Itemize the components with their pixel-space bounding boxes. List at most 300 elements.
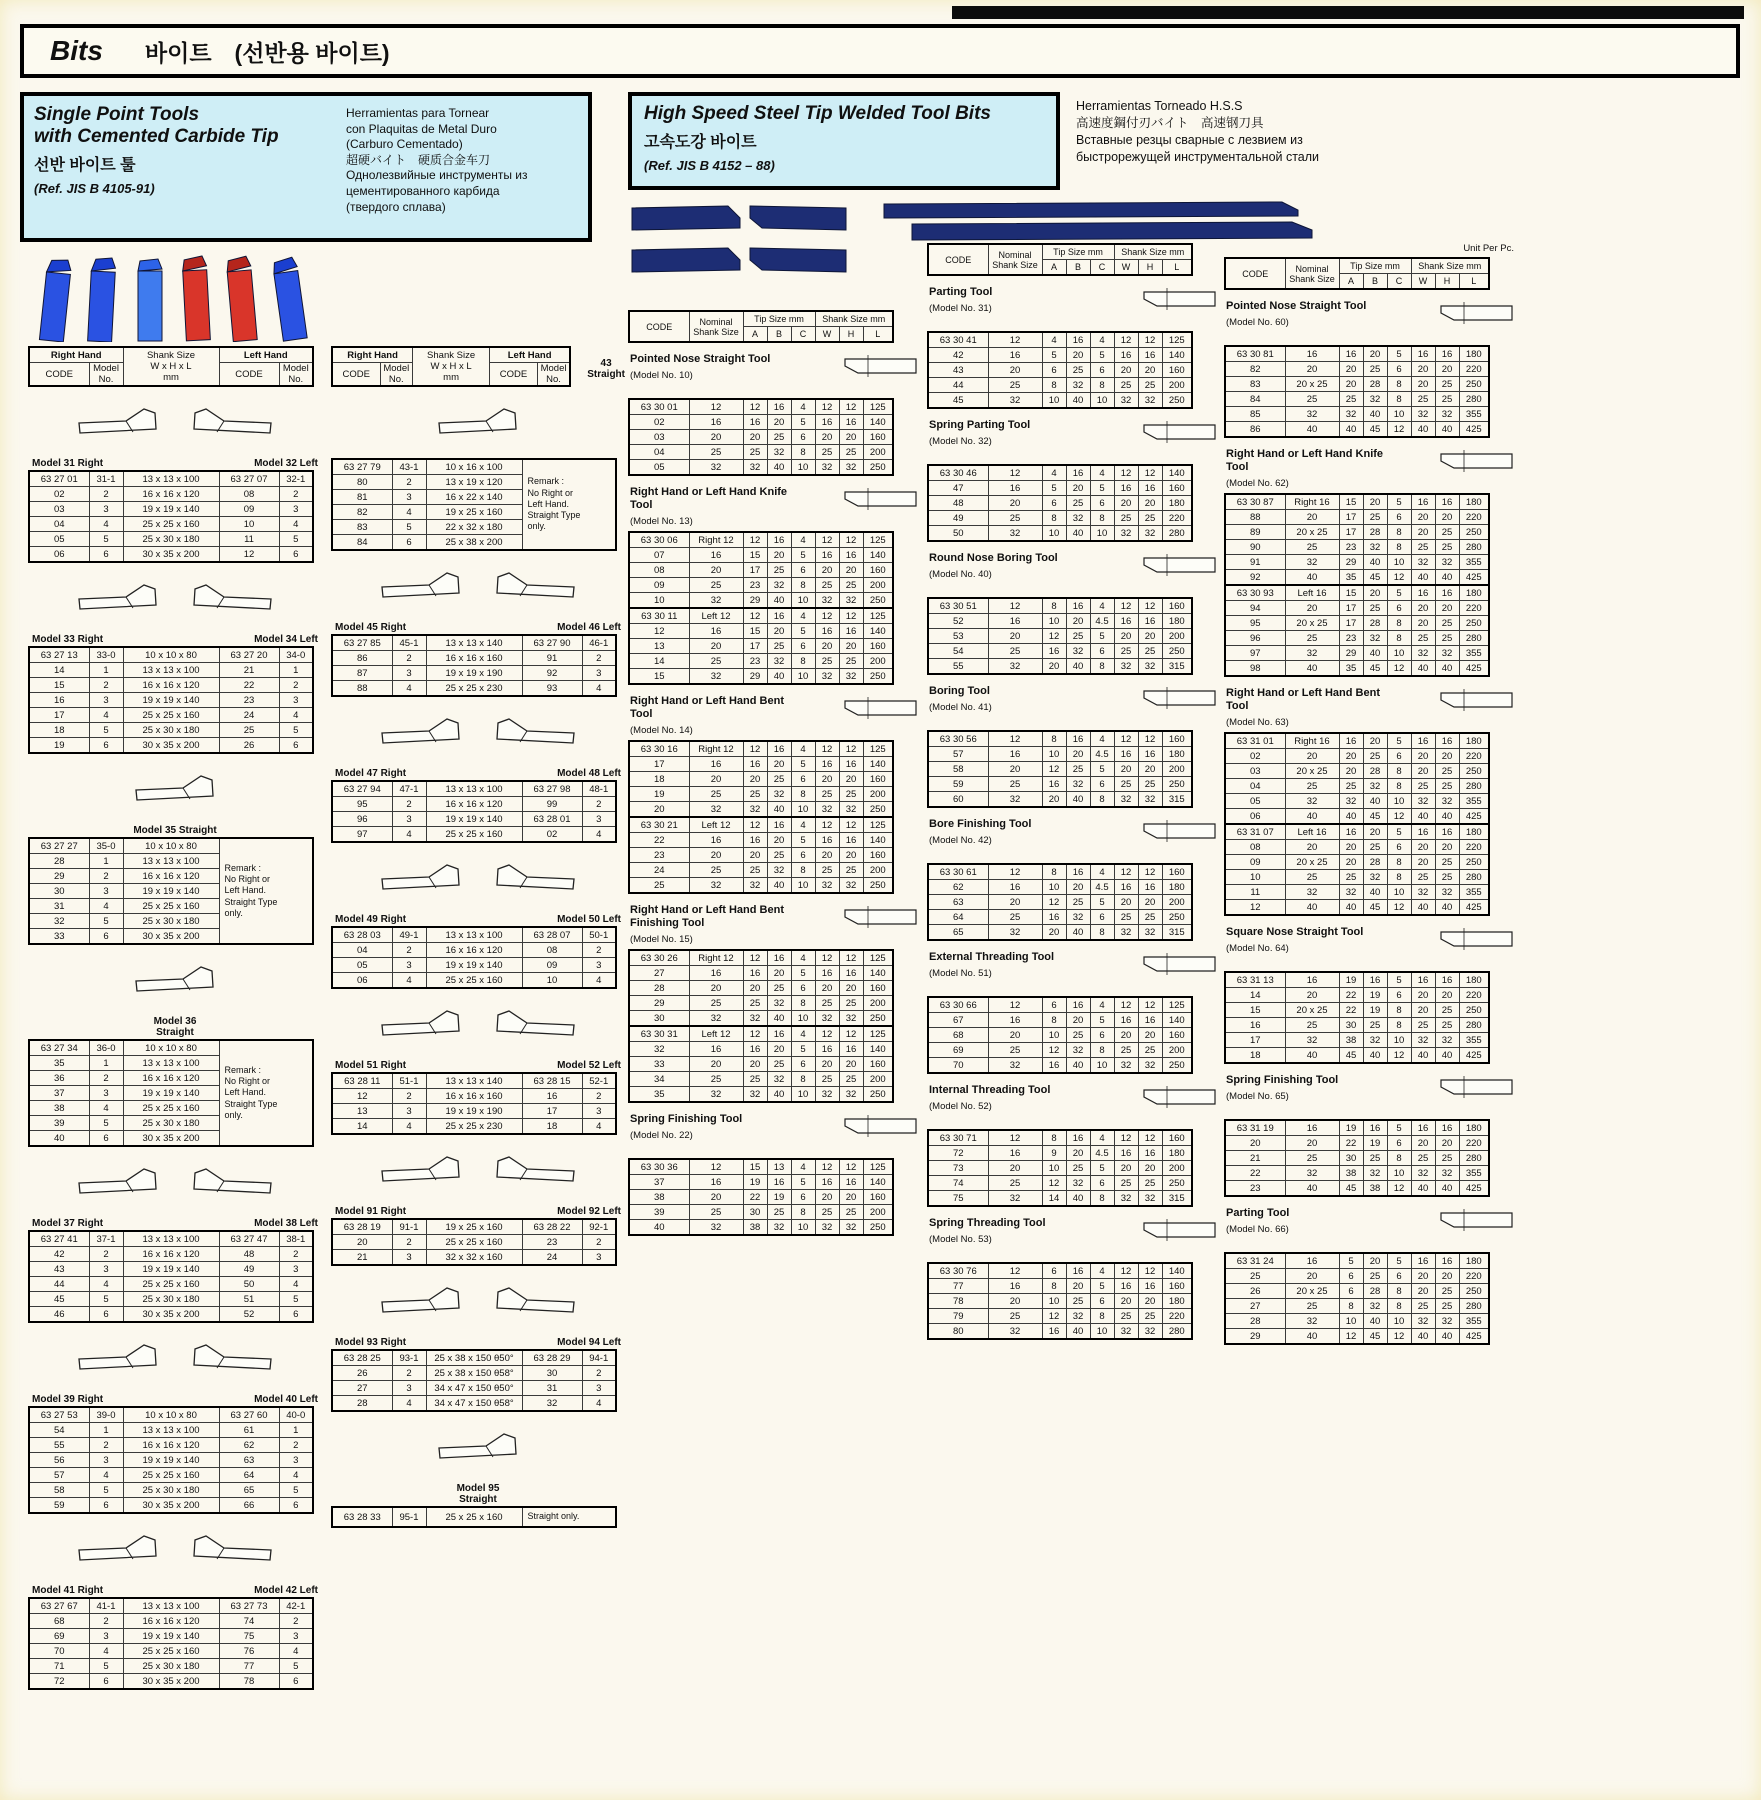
- hss-ref: (Ref. JIS B 4152 – 88): [644, 157, 775, 173]
- page-title: Bits: [50, 35, 103, 66]
- table-cell: 200: [863, 445, 893, 460]
- table-cell: 20: [629, 802, 689, 818]
- table-cell: 25: [689, 578, 743, 593]
- table-cell: 22: [1339, 1136, 1363, 1151]
- table-row: [1225, 1284, 1489, 1299]
- table-cell: 8: [1090, 792, 1114, 808]
- table-cell: 180: [1162, 1294, 1192, 1309]
- table-cell: 63 30 93: [1225, 585, 1285, 601]
- table-cell: 32: [1435, 885, 1459, 900]
- table-cell: 250: [1459, 525, 1489, 540]
- table-title-left: Model 92 Left: [557, 1206, 621, 1217]
- table-row: [928, 526, 1192, 542]
- table-cell: 8: [791, 445, 815, 460]
- hss-data-table: [927, 464, 1193, 542]
- table-cell: 5: [279, 1483, 313, 1498]
- table-cell: 32: [743, 1087, 767, 1103]
- table-cell: 40: [1285, 900, 1339, 916]
- table-cell: 19 x 19 x 140: [123, 1453, 219, 1468]
- table-row: [1225, 1018, 1489, 1033]
- table-cell: 63 27 13: [29, 647, 89, 663]
- table-cell: 6: [791, 981, 815, 996]
- table-cell: 6: [1387, 601, 1411, 616]
- table-cell: 57: [928, 747, 988, 762]
- table-cell: 07: [629, 548, 689, 563]
- table-cell: 20 x 25: [1285, 616, 1339, 631]
- table-cell: 25: [839, 578, 863, 593]
- table-cell: 8: [1387, 1003, 1411, 1018]
- table-cell: 76: [219, 1644, 279, 1659]
- table-cell: 43-1: [392, 459, 426, 475]
- table-cell: 25: [1363, 601, 1387, 616]
- table-cell: 20: [1138, 1028, 1162, 1043]
- table-row: [1225, 540, 1489, 555]
- table-cell: 93: [522, 681, 582, 697]
- table-cell: 425: [1459, 809, 1489, 825]
- table-cell: 6: [791, 1057, 815, 1072]
- table-cell: 2: [279, 1614, 313, 1629]
- table-row: [928, 880, 1192, 895]
- table-cell: 32: [988, 1191, 1042, 1207]
- table-cell: 85: [1225, 407, 1285, 422]
- table-cell: 40: [1285, 809, 1339, 825]
- table-cell: 25: [815, 1072, 839, 1087]
- table-cell: 20: [839, 1190, 863, 1205]
- table-row: [29, 1629, 313, 1644]
- table-cell: 3: [89, 502, 123, 517]
- table-cell: 160: [863, 772, 893, 787]
- table-cell: 6: [1042, 363, 1066, 378]
- table-cell: 57: [29, 1468, 89, 1483]
- table-cell: 25: [629, 878, 689, 894]
- table-cell: 20: [988, 1161, 1042, 1176]
- table-cell: 30 x 35 x 200: [123, 1498, 219, 1514]
- table-cell: 68: [29, 1614, 89, 1629]
- table-cell: 6: [791, 772, 815, 787]
- hss-title-label: Right Hand or Left Hand Knife Tool: [1226, 448, 1384, 474]
- table-cell: 20: [1114, 1294, 1138, 1309]
- table-title-right: Model 45 Right: [335, 622, 407, 633]
- table-cell: 25: [689, 996, 743, 1011]
- tool-drawing: [28, 397, 322, 448]
- table-cell: 63 27 47: [219, 1231, 279, 1247]
- table-cell: 69: [928, 1043, 988, 1058]
- table-cell: 125: [1162, 332, 1192, 348]
- table-title-left: Model 94 Left: [557, 1337, 621, 1348]
- table-cell: 20: [1339, 362, 1363, 377]
- table-cell: 16: [767, 817, 791, 833]
- table-cell: 2: [582, 651, 616, 666]
- hss-data-table: [1224, 345, 1490, 438]
- table-cell: 12: [743, 399, 767, 415]
- tool-drawing-icon: [1436, 448, 1516, 483]
- table-title: [331, 1206, 625, 1217]
- table-row: [332, 666, 616, 681]
- table-cell: 8: [791, 787, 815, 802]
- table-cell: 25: [1066, 1028, 1090, 1043]
- table-cell: 32: [1138, 659, 1162, 675]
- table-cell: 10: [791, 593, 815, 609]
- table-cell: 17: [1339, 601, 1363, 616]
- table-cell: 32: [1435, 555, 1459, 570]
- hss-title-text: [1226, 926, 1363, 954]
- table-cell: 3: [582, 666, 616, 681]
- tool-drawing-icon: [1139, 1084, 1219, 1119]
- table-cell: 32: [767, 863, 791, 878]
- table-cell: 16: [1285, 1120, 1339, 1136]
- table-row: [928, 244, 1192, 260]
- table-cell: 2: [279, 1247, 313, 1262]
- table-cell: 200: [1162, 378, 1192, 393]
- table-cell: 32: [1066, 1043, 1090, 1058]
- table-cell: 52: [928, 614, 988, 629]
- table-cell: 10: [1225, 870, 1285, 885]
- table-row: [928, 1191, 1192, 1207]
- table-cell: 8: [1090, 925, 1114, 941]
- table-cell: 8: [1042, 1013, 1066, 1028]
- table-title-right: Model 41 Right: [32, 1585, 104, 1596]
- table-cell: 16: [743, 757, 767, 772]
- tool-drawing: [28, 764, 322, 815]
- carbide-table-block: [331, 914, 625, 989]
- table-cell: 4: [89, 708, 123, 723]
- hss-data-table: [1224, 1252, 1490, 1345]
- table-cell: Straight only.: [522, 1507, 616, 1527]
- table-cell: 12: [839, 817, 863, 833]
- table-cell: W: [815, 327, 839, 343]
- table-cell: 20: [689, 1057, 743, 1072]
- table-cell: 45: [1339, 1048, 1363, 1064]
- table-cell: 19: [1363, 1003, 1387, 1018]
- tool-drawing-icon: [436, 401, 520, 444]
- table-cell: 20: [767, 1042, 791, 1057]
- table-cell: B: [1363, 274, 1387, 290]
- table-cell: 250: [1162, 393, 1192, 409]
- table-cell: 4: [279, 517, 313, 532]
- table-row: [332, 1219, 616, 1235]
- table-cell: 25: [1363, 362, 1387, 377]
- table-cell: 63 27 73: [219, 1598, 279, 1614]
- table-cell: 22: [219, 678, 279, 693]
- table-cell: 63 30 26: [629, 950, 689, 966]
- table-cell: 25 x 38 x 150 θ58°: [426, 1366, 522, 1381]
- table-cell: 180: [1162, 747, 1192, 762]
- table-cell: 16: [815, 1175, 839, 1190]
- hss-title-label: Right Hand or Left Hand Bent Finishing Tool: [630, 904, 784, 930]
- table-cell: 25 x 30 x 180: [123, 723, 219, 738]
- table-cell: 21: [1225, 1151, 1285, 1166]
- table-title: [331, 1337, 625, 1348]
- hss-title-label: Right Hand or Left Hand Bent Tool: [1226, 687, 1380, 713]
- table-cell: 13 x 13 x 100: [123, 1231, 219, 1247]
- table-row: [629, 1220, 893, 1236]
- table-cell: 16: [1435, 494, 1459, 510]
- table-cell: 67: [928, 1013, 988, 1028]
- table-cell: 12: [1042, 1176, 1066, 1191]
- table-cell: 125: [863, 1026, 893, 1042]
- table-cell: Left 16: [1285, 585, 1339, 601]
- hss-title-label: Pointed Nose Straight Tool: [630, 353, 771, 365]
- table-title-left: Model 32 Left: [254, 458, 318, 469]
- hss-table-block: [1224, 926, 1518, 1064]
- table-cell: 16: [1042, 1324, 1066, 1340]
- table-cell: 19 x 19 x 190: [426, 666, 522, 681]
- table-row: [928, 1309, 1192, 1324]
- table-cell: 63 30 16: [629, 741, 689, 757]
- table-cell: 180: [1459, 1253, 1489, 1269]
- table-cell: 4: [1090, 1263, 1114, 1279]
- table-cell: 32: [1138, 1324, 1162, 1340]
- table-cell: 40: [1363, 1048, 1387, 1064]
- table-cell: 32: [815, 460, 839, 476]
- hss-table-title: [927, 685, 1221, 727]
- hss-title-label: Parting Tool: [929, 286, 993, 298]
- table-cell: 10: [1042, 614, 1066, 629]
- tool-drawing-icon: [493, 1280, 577, 1323]
- table-cell: 09: [522, 958, 582, 973]
- table-cell: 32: [815, 593, 839, 609]
- table-cell: 425: [1459, 900, 1489, 916]
- table-cell: 20: [1042, 792, 1066, 808]
- table-row: [29, 1247, 313, 1262]
- table-row: [629, 833, 893, 848]
- table-cell: 40: [1411, 900, 1435, 916]
- carbide-data-table: [331, 1218, 617, 1266]
- tool-drawing-icon: [1139, 951, 1219, 986]
- table-cell: 8: [1387, 540, 1411, 555]
- table-row: [1225, 510, 1489, 525]
- table-cell: 12: [988, 864, 1042, 880]
- table-cell: 25: [743, 445, 767, 460]
- table-cell: 23: [1339, 631, 1363, 646]
- table-cell: 3: [392, 666, 426, 681]
- table-cell: 2: [582, 1235, 616, 1250]
- table-cell: 45: [1363, 422, 1387, 438]
- table-row: [1225, 1151, 1489, 1166]
- table-cell: Model No.: [537, 363, 570, 387]
- table-cell: 2: [582, 797, 616, 812]
- carbide-table-block: [331, 1483, 625, 1528]
- hss-table-title: [628, 1113, 922, 1155]
- table-cell: 37: [29, 1086, 89, 1101]
- hss-title-text: [929, 951, 1054, 979]
- table-row: [928, 895, 1192, 910]
- table-cell: 25: [1114, 511, 1138, 526]
- table-cell: 69: [29, 1629, 89, 1644]
- table-cell: 95: [332, 797, 392, 812]
- table-cell: 16: [815, 1042, 839, 1057]
- table-cell: 29: [629, 996, 689, 1011]
- table-row: [928, 1146, 1192, 1161]
- table-cell: 32: [1114, 1191, 1138, 1207]
- table-title-left: Model 34 Left: [254, 634, 318, 645]
- table-cell: 3: [89, 1086, 123, 1101]
- tool-drawing-icon: [190, 401, 274, 444]
- table-row: [1225, 422, 1489, 438]
- table-cell: 32: [1411, 555, 1435, 570]
- table-cell: 13 x 13 x 100: [123, 1423, 219, 1438]
- table-cell: 425: [1459, 422, 1489, 438]
- table-cell: 63 31 13: [1225, 972, 1285, 988]
- table-cell: 32: [988, 659, 1042, 675]
- table-cell: 17: [1225, 1033, 1285, 1048]
- table-cell: 20: [1339, 377, 1363, 392]
- table-cell: 16 x 16 x 120: [123, 678, 219, 693]
- table-cell: B: [767, 327, 791, 343]
- table-cell: 20: [332, 1235, 392, 1250]
- table-row: [1225, 1299, 1489, 1314]
- table-cell: 13: [332, 1104, 392, 1119]
- table-cell: 32: [988, 1324, 1042, 1340]
- table-cell: 16: [1138, 880, 1162, 895]
- table-cell: 40: [1363, 646, 1387, 661]
- table-cell: 250: [1459, 855, 1489, 870]
- table-cell: 12: [1138, 465, 1162, 481]
- table-cell: 63 27 98: [522, 781, 582, 797]
- table-row: [332, 347, 570, 363]
- table-cell: 63 28 03: [332, 927, 392, 943]
- table-cell: 16: [839, 415, 863, 430]
- carbide-data-table: [331, 780, 617, 843]
- unit-per-pc-note: Unit Per Pc.: [1463, 243, 1514, 254]
- table-cell: 6: [791, 848, 815, 863]
- table-cell: H: [839, 327, 863, 343]
- table-row: [1225, 646, 1489, 661]
- table-cell: 05: [29, 532, 89, 547]
- table-row: [332, 1507, 616, 1527]
- hss-data-table: [1224, 732, 1490, 916]
- table-cell: 32: [1411, 885, 1435, 900]
- table-cell: 25: [689, 863, 743, 878]
- table-cell: 25 x 30 x 180: [123, 532, 219, 547]
- table-cell: 20: [815, 563, 839, 578]
- table-row: [332, 927, 616, 943]
- table-cell: 3: [392, 490, 426, 505]
- table-cell: 12: [1387, 570, 1411, 586]
- table-cell: 32: [1114, 659, 1138, 675]
- table-row: [1225, 362, 1489, 377]
- table-row: [29, 1483, 313, 1498]
- table-cell: 24: [219, 708, 279, 723]
- table-cell: 140: [863, 833, 893, 848]
- table-cell: 40: [1435, 900, 1459, 916]
- table-cell: 70: [29, 1644, 89, 1659]
- table-cell: 25: [1285, 540, 1339, 555]
- table-row: [332, 1235, 616, 1250]
- table-cell: 8: [1090, 1309, 1114, 1324]
- table-cell: 32: [815, 1087, 839, 1103]
- table-cell: 20: [767, 966, 791, 981]
- table-cell: 12: [815, 741, 839, 757]
- table-cell: Remark : No Right or Left Hand. Straight Type only.: [219, 838, 313, 944]
- table-cell: 43: [928, 363, 988, 378]
- table-cell: 23: [629, 848, 689, 863]
- table-cell: 3: [279, 1262, 313, 1277]
- table-cell: 32: [767, 787, 791, 802]
- table-cell: 16: [689, 757, 743, 772]
- table-cell: 40: [1435, 422, 1459, 438]
- table-row: [629, 878, 893, 894]
- hss-data-table: [1224, 1119, 1490, 1197]
- table-cell: 5: [1090, 1013, 1114, 1028]
- table-cell: 32: [1066, 1309, 1090, 1324]
- table-cell: 140: [863, 415, 893, 430]
- table-cell: 32: [1285, 1166, 1339, 1181]
- hss-data-table: [927, 597, 1193, 675]
- table-cell: 20: [1114, 629, 1138, 644]
- table-cell: 6: [1387, 1136, 1411, 1151]
- table-cell: 12: [743, 950, 767, 966]
- table-cell: 63 27 41: [29, 1231, 89, 1247]
- table-cell: 160: [863, 563, 893, 578]
- table-cell: 16: [839, 624, 863, 639]
- table-row: [332, 1073, 616, 1089]
- table-cell: 96: [332, 812, 392, 827]
- carbide-table-block: [331, 1206, 625, 1266]
- table-cell: 09: [1225, 855, 1285, 870]
- table-cell: 20: [1435, 988, 1459, 1003]
- table-cell: 140: [863, 1042, 893, 1057]
- table-cell: 16: [1411, 494, 1435, 510]
- table-cell: 5: [279, 1659, 313, 1674]
- table-cell: 25: [1435, 1018, 1459, 1033]
- table-cell: 25: [689, 1205, 743, 1220]
- table-cell: 32: [1285, 1314, 1339, 1329]
- table-title-left: Model 40 Left: [254, 1394, 318, 1405]
- table-cell: 32: [1114, 1058, 1138, 1074]
- table-cell: 74: [928, 1176, 988, 1191]
- table-cell: 125: [863, 532, 893, 548]
- table-cell: 25 x 25 x 160: [123, 1468, 219, 1483]
- table-cell: 5: [791, 1175, 815, 1190]
- hss-model-label: (Model No. 60): [1226, 317, 1289, 329]
- table-cell: 10: [1042, 1294, 1066, 1309]
- hss-title-label: Spring Threading Tool: [929, 1217, 1046, 1229]
- table-cell: 1: [89, 1423, 123, 1438]
- table-cell: 63 30 36: [629, 1159, 689, 1175]
- table-cell: 10: [1387, 1314, 1411, 1329]
- table-cell: 12: [839, 741, 863, 757]
- table-cell: 30: [1339, 1151, 1363, 1166]
- table-cell: 16: [815, 624, 839, 639]
- table-cell: 40: [1411, 422, 1435, 438]
- table-cell: 250: [863, 1220, 893, 1236]
- table-cell: 25: [689, 445, 743, 460]
- tool-drawing-icon: [133, 768, 217, 811]
- table-cell: 3: [582, 958, 616, 973]
- table-cell: 3: [582, 1250, 616, 1266]
- carbide-column-header: [28, 346, 322, 387]
- table-cell: 8: [1387, 525, 1411, 540]
- table-cell: 25: [1339, 779, 1363, 794]
- carbide-table-block: [331, 622, 625, 697]
- table-title-right: Model 31 Right: [32, 458, 104, 469]
- hss-data-table: [628, 949, 894, 1103]
- table-cell: 25: [1435, 1003, 1459, 1018]
- table-cell: 25: [1411, 1151, 1435, 1166]
- table-cell: 20: [988, 1028, 1042, 1043]
- table-cell: 32: [1411, 646, 1435, 661]
- table-cell: 22: [1339, 988, 1363, 1003]
- table-cell: 280: [1162, 1324, 1192, 1340]
- hss-model-label: (Model No. 13): [630, 516, 693, 528]
- table-title-left: Model 52 Left: [557, 1060, 621, 1071]
- table-row: [1225, 377, 1489, 392]
- hss-table-title: [927, 419, 1221, 461]
- table-cell: 20: [1363, 494, 1387, 510]
- table-row: [1225, 346, 1489, 362]
- table-cell: 16: [767, 608, 791, 624]
